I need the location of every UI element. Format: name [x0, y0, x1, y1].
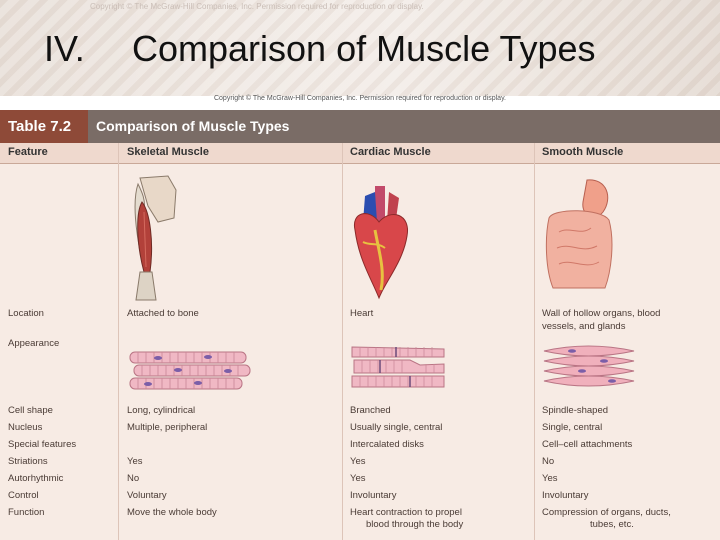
slide-numeral: IV.	[44, 28, 85, 69]
location-skeletal: Attached to bone	[127, 308, 199, 319]
row-skeletal-control: Voluntary	[127, 490, 167, 501]
row-smooth-control: Involuntary	[542, 490, 589, 501]
row-cardiac-control: Involuntary	[350, 490, 397, 501]
row-feature-striations: Striations	[8, 456, 48, 467]
row-feature-nucleus: Nucleus	[8, 422, 43, 433]
header-feature: Feature	[8, 146, 48, 158]
row-smooth-function-line-2: tubes, etc.	[590, 519, 634, 530]
row-skeletal-function: Move the whole body	[127, 507, 217, 518]
header-smooth: Smooth Muscle	[542, 146, 624, 158]
table-caption-bar	[0, 110, 720, 143]
row-skeletal-cell-shape: Long, cylindrical	[127, 405, 196, 416]
row-feature-control: Control	[8, 490, 39, 501]
row-smooth-cell-shape: Spindle-shaped	[542, 405, 609, 416]
row-feature-autorhythmic: Autorhythmic	[8, 473, 64, 484]
banner-faded-copyright: Copyright © The McGraw-Hill Companies, Inc. Permission required for reproduction or display.	[90, 2, 424, 11]
row-smooth-striations: No	[542, 456, 555, 467]
table-label: Table 7.2	[0, 110, 88, 143]
slide-title-text: Comparison of Muscle Types	[132, 28, 596, 69]
row-skeletal-autorhythmic: No	[127, 473, 140, 484]
row-smooth-function-line-1: Compression of organs, ducts,	[542, 507, 671, 518]
column-divider	[534, 143, 535, 540]
row-cardiac-special-features: Intercalated disks	[350, 439, 424, 450]
row-smooth-nucleus: Single, central	[542, 422, 603, 433]
title-banner	[0, 0, 720, 96]
copyright-notice: Copyright © The McGraw-Hill Companies, Inc. Permission required for reproduction or display.	[213, 95, 506, 102]
comparison-table	[0, 110, 720, 540]
appearance-feature: Appearance	[8, 338, 60, 349]
row-smooth-special-features: Cell–cell attachments	[542, 439, 633, 450]
row-feature-cell-shape: Cell shape	[8, 405, 53, 416]
location-cardiac: Heart	[350, 308, 374, 319]
row-feature-special-features: Special features	[8, 439, 77, 450]
row-cardiac-function-line-1: Heart contraction to propel	[350, 507, 462, 518]
arm-muscle-illustration	[118, 172, 198, 304]
skeletal-fiber-illustration	[128, 348, 252, 396]
row-skeletal-nucleus: Multiple, peripheral	[127, 422, 208, 433]
intestine-illustration	[541, 172, 621, 300]
row-cardiac-function-line-2: blood through the body	[366, 519, 464, 530]
column-divider	[342, 143, 343, 540]
row-cardiac-cell-shape: Branched	[350, 405, 391, 416]
row-feature-function: Function	[8, 507, 45, 518]
row-skeletal-striations: Yes	[127, 456, 143, 467]
location-smooth-line-2: vessels, and glands	[542, 321, 626, 332]
row-cardiac-striations: Yes	[350, 456, 366, 467]
location-feature: Location	[8, 308, 44, 319]
table-header-row	[0, 143, 720, 164]
header-cardiac: Cardiac Muscle	[350, 146, 431, 158]
header-skeletal: Skeletal Muscle	[127, 146, 209, 158]
slide-title	[44, 28, 596, 70]
cardiac-fiber-illustration	[350, 343, 448, 393]
smooth-fiber-illustration	[542, 343, 636, 389]
row-smooth-autorhythmic: Yes	[542, 473, 558, 484]
heart-illustration	[345, 182, 415, 300]
row-cardiac-nucleus: Usually single, central	[350, 422, 443, 433]
table-title: Comparison of Muscle Types	[96, 118, 290, 134]
row-cardiac-autorhythmic: Yes	[350, 473, 366, 484]
location-smooth-line-1: Wall of hollow organs, blood	[542, 308, 661, 319]
